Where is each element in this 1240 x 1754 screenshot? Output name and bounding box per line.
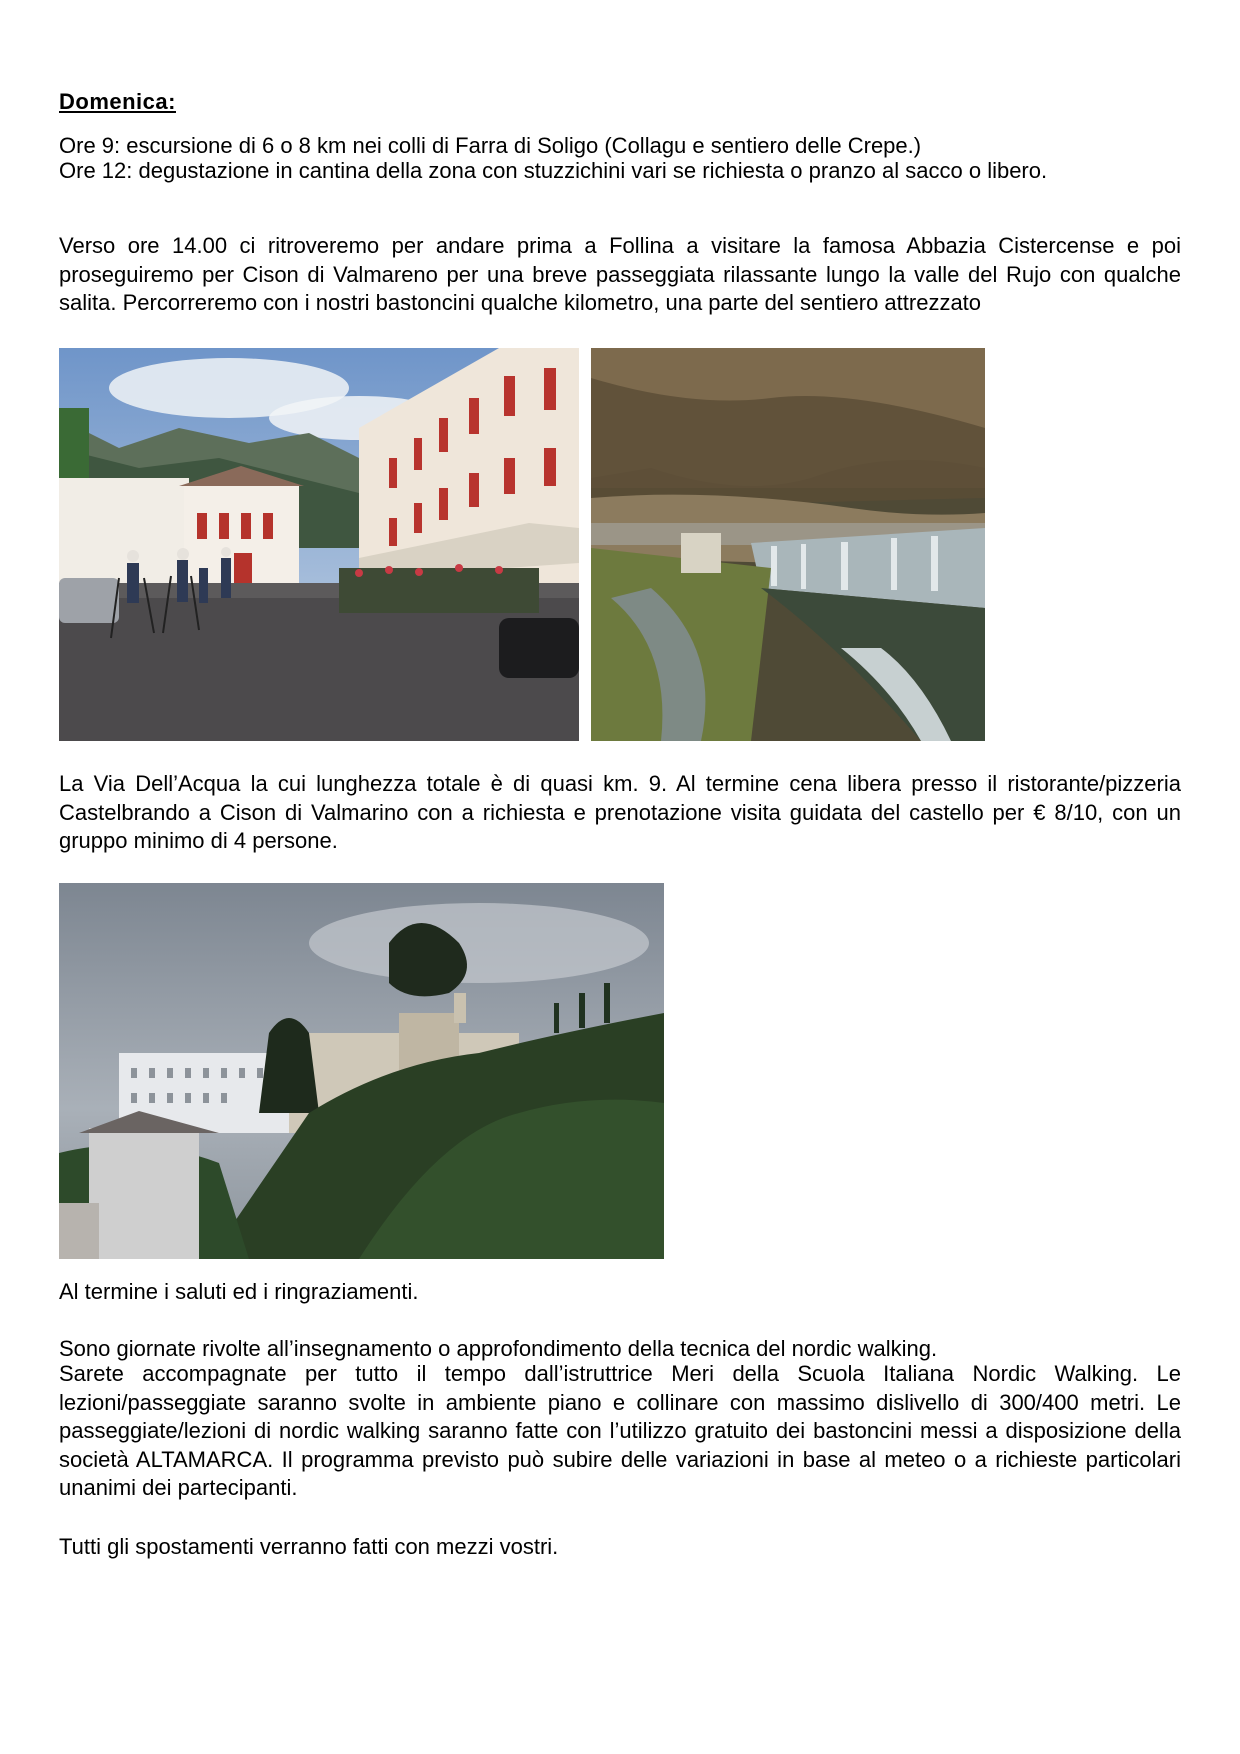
details-intro: Sono giornate rivolte all’insegnamento o approfondimento della tecnica del nordic walking. bbox=[59, 1336, 938, 1361]
via-acqua-paragraph: La Via Dell’Acqua la cui lunghezza totale è di quasi km. 9. Al termine cena libera presso il ristorante/pizzeria Castelbrando a Cison di Valmarino con a richiesta e prenotazione visita guidata del castello per € 8/10, con un gruppo minimo di 4 persone. bbox=[59, 771, 1181, 854]
details-paragraph: Sarete accompagnate per tutto il tempo dall’istruttrice Meri della Scuola Italiana Nordic Walking. Le lezioni/passeggiate saranno svolte in ambiente piano e collinare con massimo dislivello di 300/400 metri. Le passeggiate/lezioni di nordic walking saranno fatte con l’utilizzo gratuito dei bastoncini messi a disposizione della società ALTAMARCA. Il programma previsto può subire delle variazioni in base al meteo o a richieste particolari unanimi dei partecipanti. bbox=[59, 1361, 1181, 1501]
waterfall-photo bbox=[591, 348, 985, 741]
program-line-noon: Ore 12: degustazione in cantina della zona con stuzzichini vari se richiesta o pranzo al sacco o libero. bbox=[59, 158, 1048, 183]
castle-photo bbox=[59, 883, 664, 1259]
town-square-photo bbox=[59, 348, 579, 741]
closing-line: Al termine i saluti ed i ringraziamenti. bbox=[59, 1279, 419, 1304]
program-line-afternoon: Verso ore 14.00 ci ritroveremo per andare prima a Follina a visitare la famosa Abbazia Cistercense e poi proseguiremo per Cison di Valmareno per una breve passeggiata rilassante lungo la valle del Rujo con qualche salita. Percorreremo con i nostri bastoncini qualche kilometro, una parte del sentiero attrezzato bbox=[59, 233, 1181, 316]
program-line-morning: Ore 9: escursione di 6 o 8 km nei colli di Farra di Soligo (Collagu e sentiero delle Crepe.) bbox=[59, 133, 922, 158]
day-heading: Domenica: bbox=[59, 89, 176, 114]
transport-line: Tutti gli spostamenti verranno fatti con mezzi vostri. bbox=[59, 1534, 559, 1559]
